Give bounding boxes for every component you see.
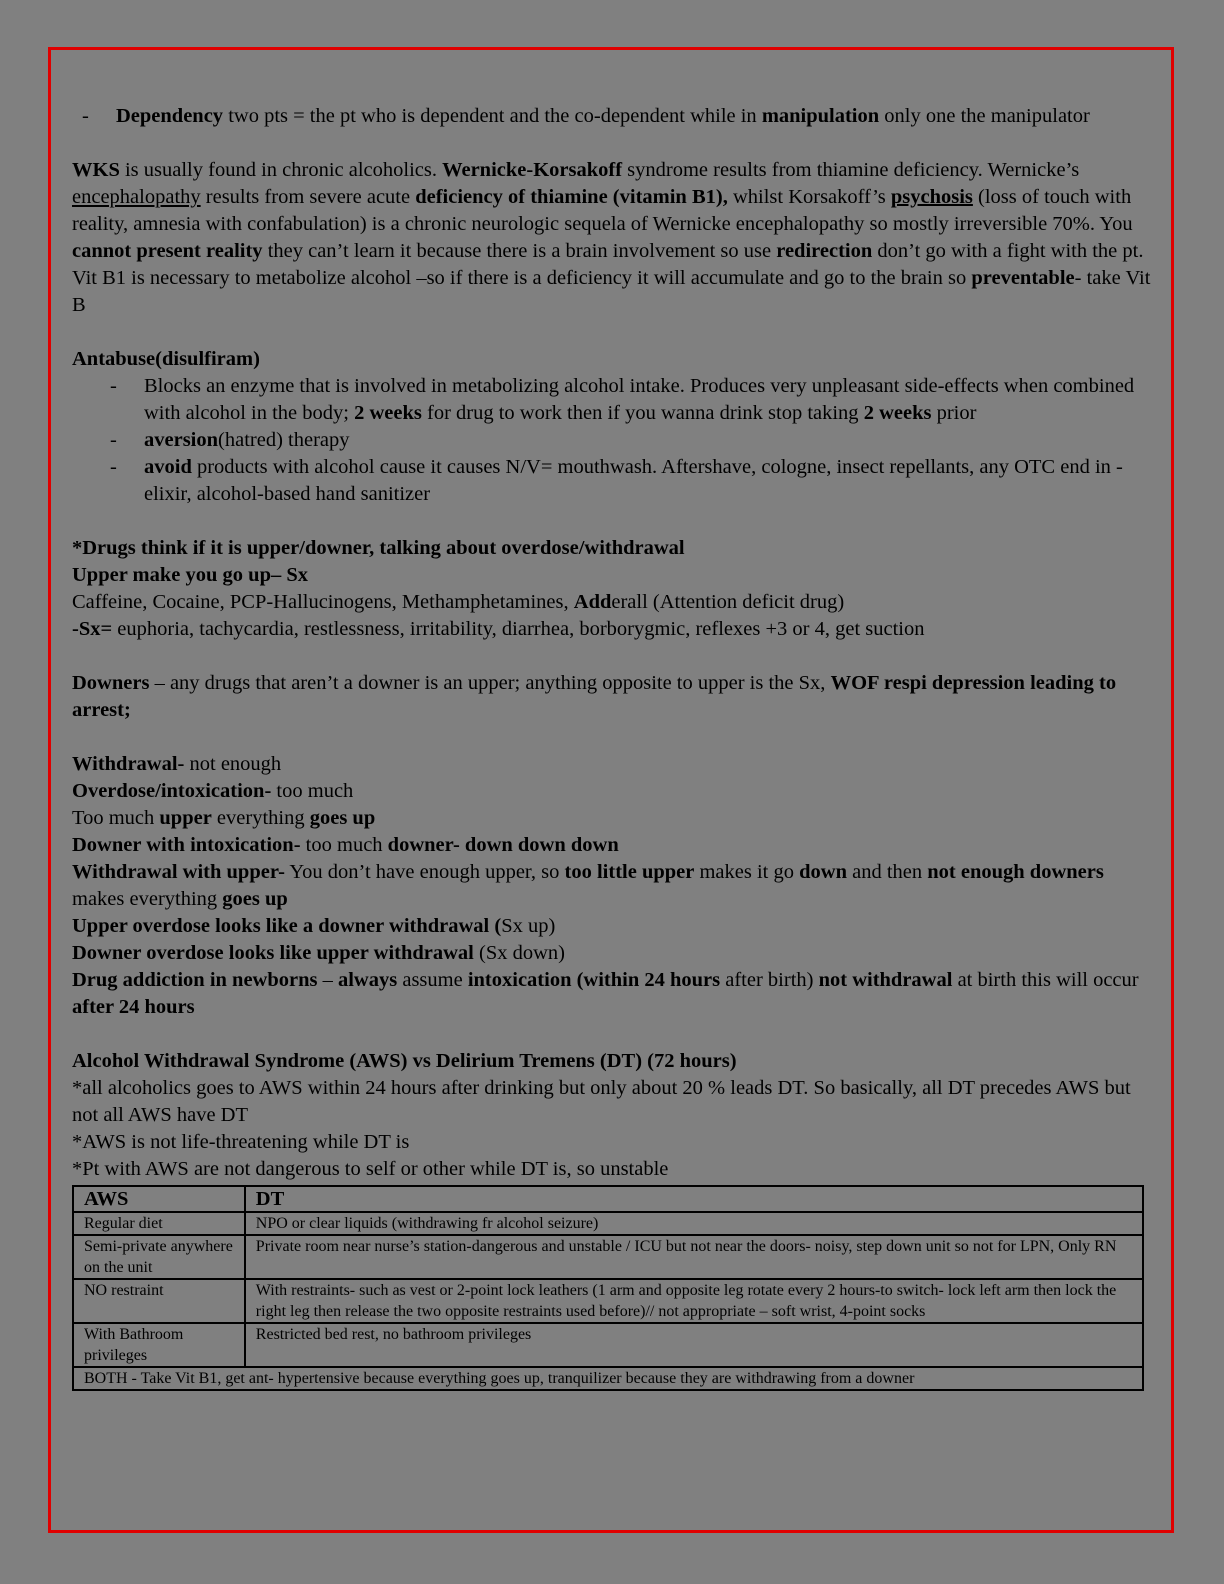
table-row — [73, 1235, 1143, 1279]
wks-paragraph: WKS is usually found in chronic alcoholics. Wernicke-Korsakoff syndrome results from thiamine deficiency. Wernicke’s encephalopathy results from severe acute deficiency of thiamine (vitamin B1), whilst Korsakoff’s psychosis (loss of touch with reality, amnesia with confabulation) is a chronic neurologic sequela of Wernicke encephalopathy so mostly irreversible 70%. You cannot present reality they can’t learn it because there is a brain involvement so use redirection don’t go with a fight with the pt. Vit B1 is necessary to metabolize alcohol –so if there is a deficiency it will accumulate and go to the brain so preventable- take Vit B — [72, 159, 1151, 316]
dash-bullet: - — [110, 429, 117, 451]
upper-overdose-line: Upper overdose looks like a downer withdrawal (Sx up) — [72, 915, 556, 937]
aws-note-3: *Pt with AWS are not dangerous to self or other while DT is, so unstable — [72, 1158, 669, 1180]
aws-dt-table — [72, 1185, 1144, 1391]
dash-bullet: - — [82, 105, 89, 127]
aws-note-1: *all alcoholics goes to AWS within 24 hours after drinking but only about 20 % leads DT. So basically, all DT precedes AWS but not all AWS have DT — [72, 1077, 1131, 1126]
dash-bullet: - — [110, 456, 117, 478]
table-row — [73, 1212, 1143, 1235]
table-header-row — [73, 1186, 1143, 1212]
drugs-heading: *Drugs think if it is upper/downer, talking about overdose/withdrawal — [72, 537, 685, 559]
table-cell: Semi-private anywhere on the unit — [73, 1235, 245, 1279]
too-much-upper-line: Too much upper everything goes up — [72, 807, 376, 829]
downers-paragraph: Downers – any drugs that aren’t a downer is an upper; anything opposite to upper is the Sx, WOF respi depression leading to arrest; — [72, 672, 1117, 721]
table-cell: Regular diet — [73, 1212, 245, 1235]
table-header-aws: AWS — [73, 1186, 245, 1212]
antabuse-item-1: - Blocks an enzyme that is involved in metabolizing alcohol intake. Produces very unpleasant side-effects when combined with alcohol in the body; 2 weeks for drug to work then if you wanna drink stop taking 2 weeks prior — [110, 375, 1135, 424]
table-cell: Private room near nurse’s station-dangerous and unstable / ICU but not near the doors- noisy, step down unit so not for LPN, Only RN — [245, 1235, 1143, 1279]
upper-heading: Upper make you go up– Sx — [72, 564, 308, 586]
table-cell: With restraints- such as vest or 2-point lock leathers (1 arm and opposite leg rotate every 2 hours-to switch- lock left arm then lock the right leg then release the two opposite restraints used before)// not appropriate – soft wrist, 4-point socks — [245, 1279, 1143, 1323]
dependency-list — [72, 103, 1152, 130]
table-cell: NO restraint — [73, 1279, 245, 1323]
withdrawal-upper-line: Withdrawal with upper- You don’t have enough upper, so too little upper makes it go down and then not enough downers makes everything goes up — [72, 861, 1104, 910]
document-content — [72, 103, 1152, 1391]
dependency-item: - Dependency two pts = the pt who is dependent and the co-dependent while in manipulation only one the manipulator — [72, 103, 1152, 130]
table-row — [73, 1323, 1143, 1367]
antabuse-item-2: - aversion(hatred) therapy — [72, 427, 1152, 454]
newborn-line: Drug addiction in newborns – always assume intoxication (within 24 hours after birth) not withdrawal at birth this will occur after 24 hours — [72, 969, 1139, 1018]
table-cell: With Bathroom privileges — [73, 1323, 245, 1367]
table-row — [73, 1279, 1143, 1323]
upper-drug-list: Caffeine, Cocaine, PCP-Hallucinogens, Methamphetamines, Adderall (Attention deficit drug) — [72, 591, 845, 613]
downer-intoxication-line: Downer with intoxication- too much downer- down down down — [72, 834, 619, 856]
antabuse-item-3: - avoid products with alcohol cause it causes N/V= mouthwash. Aftershave, cologne, insect repellants, any OTC end in -elixir, alcohol-based hand sanitizer — [110, 456, 1123, 505]
withdrawal-line: Withdrawal- not enough — [72, 753, 282, 775]
table-cell-both: BOTH - Take Vit B1, get ant- hypertensive because everything goes up, tranquilizer because they are withdrawing from a downer — [73, 1367, 1143, 1390]
upper-symptoms: -Sx= euphoria, tachycardia, restlessness, irritability, diarrhea, borborygmic, reflexes +3 or 4, get suction — [72, 618, 925, 640]
aws-note-2: *AWS is not life-threatening while DT is — [72, 1131, 410, 1153]
table-header-dt: DT — [245, 1186, 1143, 1212]
downer-overdose-line: Downer overdose looks like upper withdrawal (Sx down) — [72, 942, 565, 964]
antabuse-list — [72, 373, 1152, 508]
dash-bullet: - — [110, 375, 117, 397]
table-row-both — [73, 1367, 1143, 1390]
antabuse-heading: Antabuse(disulfiram) — [72, 348, 260, 370]
table-cell: NPO or clear liquids (withdrawing fr alcohol seizure) — [245, 1212, 1143, 1235]
aws-heading: Alcohol Withdrawal Syndrome (AWS) vs Delirium Tremens (DT) (72 hours) — [72, 1050, 737, 1072]
overdose-line: Overdose/intoxication- too much — [72, 780, 354, 802]
table-cell: Restricted bed rest, no bathroom privileges — [245, 1323, 1143, 1367]
